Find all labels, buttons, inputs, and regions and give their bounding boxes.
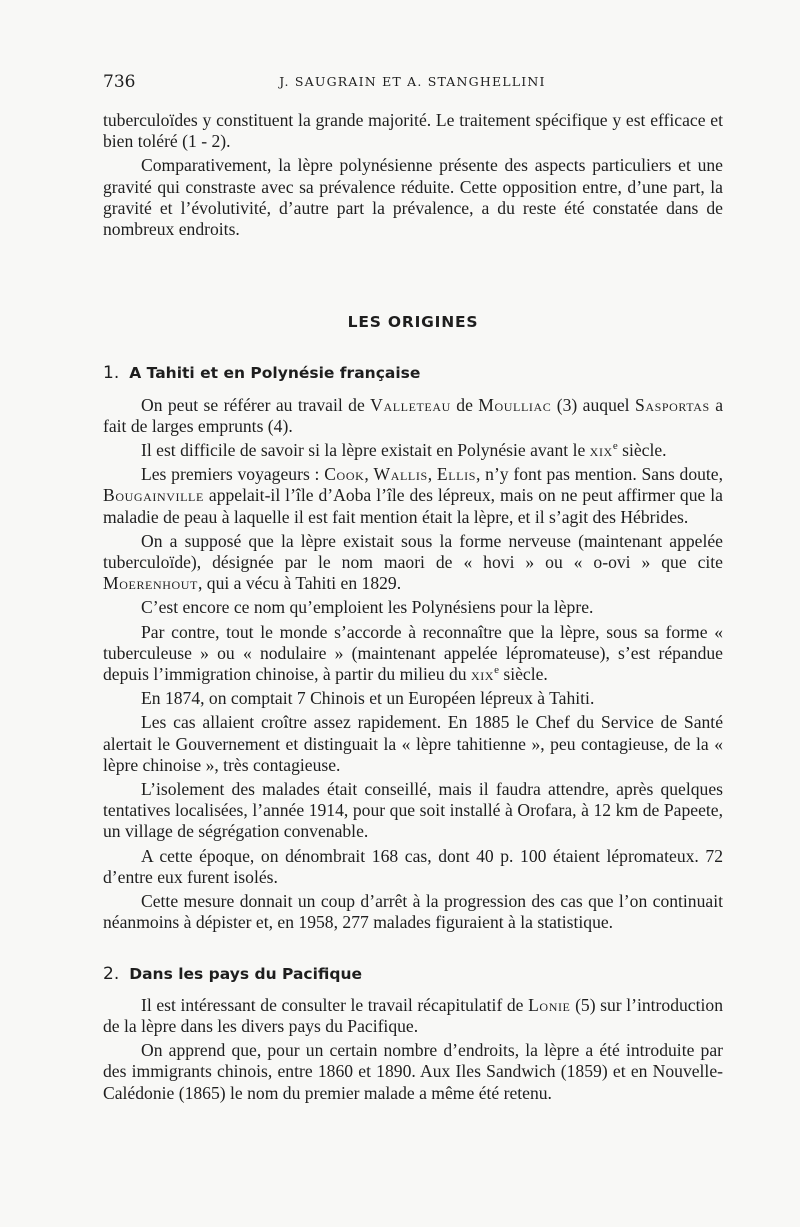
author-name: Moerenhout: [103, 573, 198, 594]
subsection-number: 1.: [103, 363, 120, 384]
author-name: Bougainville: [103, 485, 204, 506]
paragraph: En 1874, on comptait 7 Chinois et un Européen lépreux à Tahiti.: [141, 688, 595, 709]
paragraph: A cette époque, on dénombrait 168 cas, dont 40 p. 100 étaient lépromateux. 72 d’entre eux furent isolés.: [103, 845, 723, 887]
paragraph: Les premiers voyageurs : Cook, Wallis, Ellis, n’y font pas mention. Sans doute, Bougainville appelait-il l’île d’Aoba l’île des lépreux, mais on ne peut affirmer que la maladie de peau à laquelle il est fait mention était la lèpre, et il s’agit des Hébrides.: [103, 464, 724, 527]
author-name: Valleteau: [370, 394, 451, 415]
paragraph: On apprend que, pour un certain nombre d’endroits, la lèpre a été introduite par des immigrants chinois, entre 1860 et 1890. Aux Iles Sandwich (1859) et en Nouvelle-Calédonie (1865) le nom du premier malade a même été retenu.: [103, 1040, 723, 1103]
paragraph: Comparativement, la lèpre polynésienne présente des aspects particuliers et une gravité qui constraste avec sa prévalence réduite. Cette opposition entre, d’une part, la gravité et l’évolutivité, d’autre part la prévalence, a du reste été constatée dans de nombreux endroits.: [103, 155, 723, 240]
paragraph: Il est difficile de savoir si la lèpre existait en Polynésie avant le xix$^e$ siècle.: [141, 440, 667, 461]
author-name: Sasportas: [634, 394, 710, 415]
author-name: Ellis: [436, 464, 476, 485]
page-number: 736: [103, 72, 136, 92]
paragraph: Les cas allaient croître assez rapidement. En 1885 le Chef du Service de Santé alertait le Gouvernement et distinguait la « lèpre tahitienne », peu contagieuse, de la « lèpre chinoise », très contagieuse.: [103, 712, 723, 775]
paragraph: Il est intéressant de consulter le travail récapitulatif de Lonie (5) sur l’introduction de la lèpre dans les divers pays du Pacifique.: [103, 994, 723, 1036]
subsection-heading: [103, 363, 723, 384]
author-name: Lonie: [528, 994, 571, 1015]
paragraph: C’est encore ce nom qu’emploient les Polynésiens pour la lèpre.: [141, 597, 594, 618]
paragraph: L’isolement des malades était conseillé, mais il faudra attendre, après quelques tentatives localisées, l’année 1914, pour que soit installé à Orofara, à 12 km de Papeete, un village de ségrégation convenable.: [103, 779, 723, 842]
subsection-heading: [103, 964, 723, 985]
paragraph: Cette mesure donnait un coup d’arrêt à la progression des cas que l’on continuait néanmoins à dépister et, en 1958, 277 malades figuraient à la statistique.: [103, 891, 723, 933]
paragraph: tuberculoïdes y constituent la grande majorité. Le traitement spécifique y est efficace et bien toléré (1 - 2).: [103, 110, 723, 152]
paragraph: On a supposé que la lèpre existait sous la forme nerveuse (maintenant appelée tuberculoïde), désignée par le nom maori de « hovi » ou « o-ovi » que cite Moerenhout, qui a vécu à Tahiti en 1829.: [103, 530, 723, 594]
author-name: Cook: [324, 464, 365, 485]
subsection-title: A Tahiti et en Polynésie française: [129, 364, 421, 383]
subsection-title: Dans les pays du Pacifique: [129, 964, 363, 983]
subsection-number: 2.: [103, 963, 120, 984]
paragraph: Par contre, tout le monde s’accorde à reconnaître que la lèpre, sous sa forme « tuberculeuse » ou « nodulaire » (maintenant appelée lépromateuse), s’est répandue depuis l’immigration chinoise, à partir du milieu du xix$^e$ siècle.: [103, 621, 723, 685]
paragraph: On peut se référer au travail de Valleteau de Moulliac (3) auquel Sasportas a fait de larges emprunts (4).: [103, 394, 724, 436]
page-header: [103, 72, 722, 94]
article-body: [103, 110, 723, 1107]
author-name: Moulliac: [478, 394, 552, 415]
running-title: J. SAUGRAIN ET A. STANGHELLINI: [279, 74, 546, 89]
author-name: Wallis: [373, 464, 428, 485]
section-title: LES ORIGINES: [347, 313, 479, 332]
